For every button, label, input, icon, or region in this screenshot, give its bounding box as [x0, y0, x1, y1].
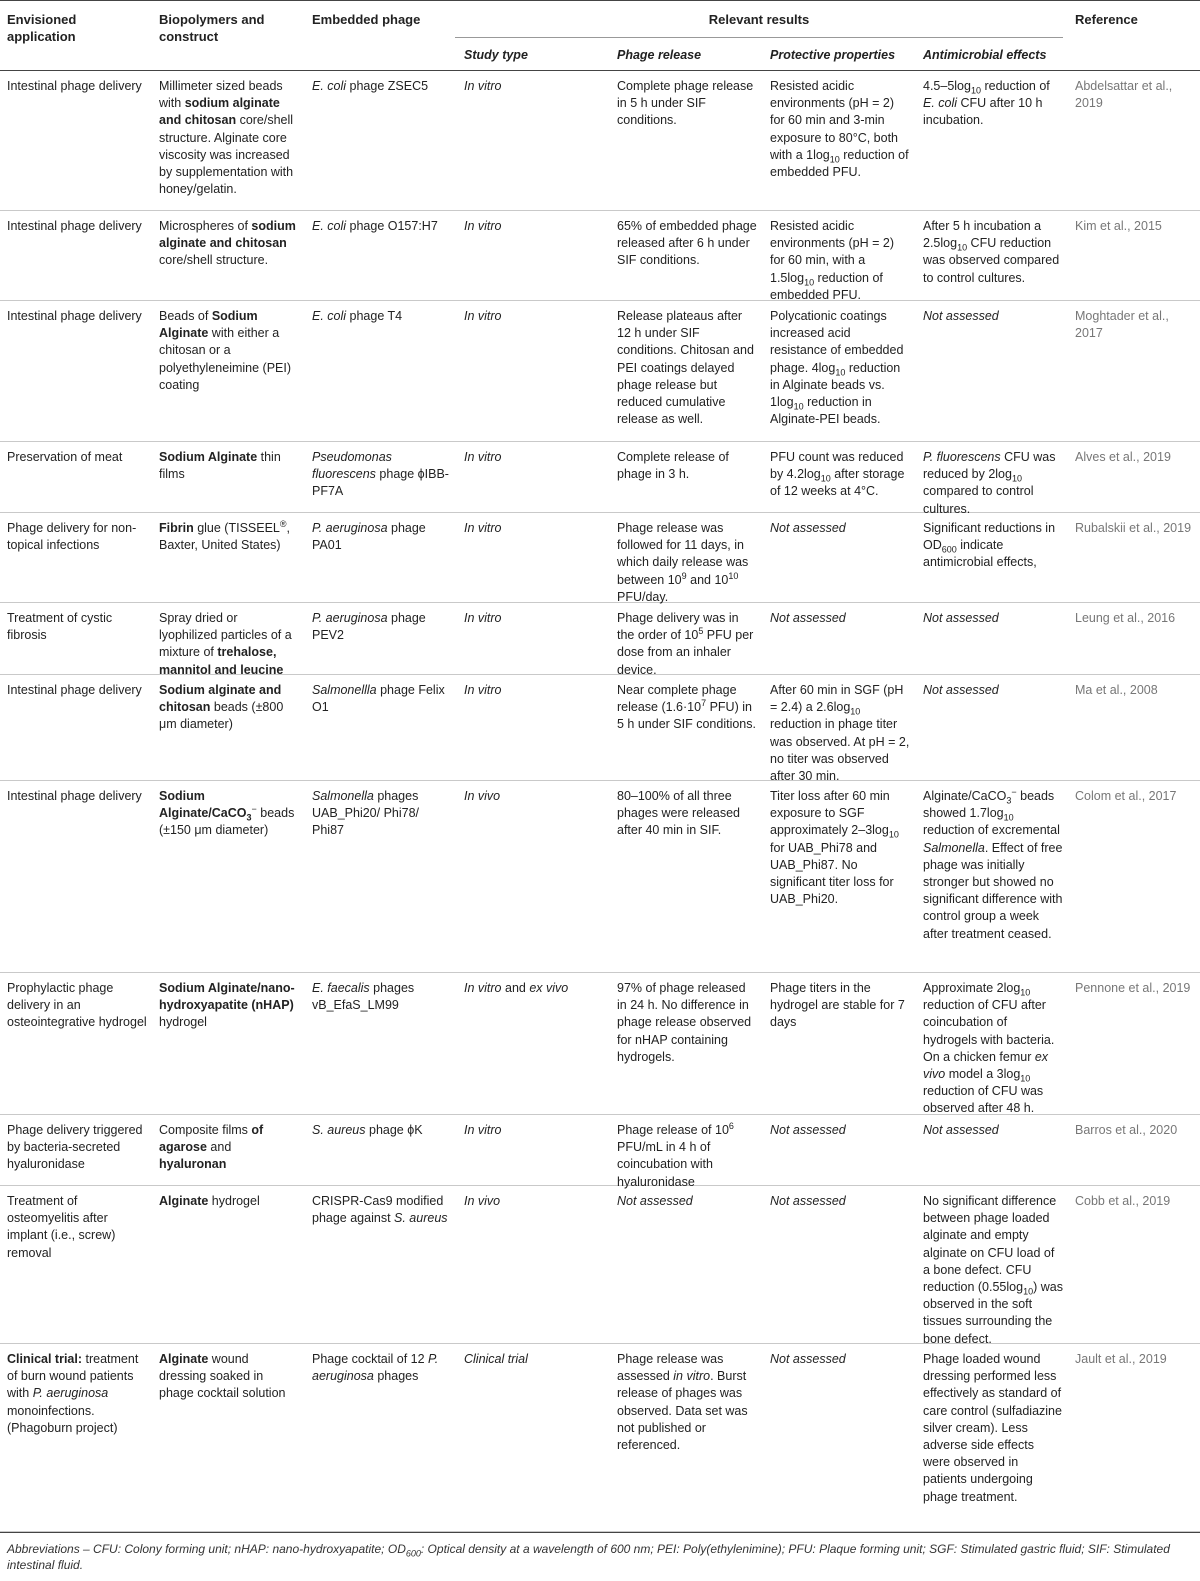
cell-phage: Pseudomonas fluorescens phage ϕIBB-PF7A — [312, 450, 449, 499]
cell-study-type: In vitro — [464, 450, 502, 464]
cell-protective: Not assessed — [770, 1352, 846, 1366]
cell-protective: Polycationic coatings increased acid resistance of embedded phage. $4\log_{10}$ reduction in Alginate beads vs. $1\log_{10}$ reduction in Alginate-PEI beads. — [770, 309, 904, 427]
cell-application: Treatment of cystic fibrosis — [7, 611, 113, 643]
cell-study-type: In vivo — [464, 1194, 501, 1208]
cell-phage: Phage cocktail of 12 P. aeruginosa phages — [312, 1352, 439, 1384]
cell-phage: S. aureus phage ϕK — [312, 1123, 423, 1137]
header-biopolymers: Biopolymers and construct — [159, 12, 265, 44]
table-row — [0, 675, 1200, 784]
table-row — [0, 603, 1200, 675]
cell-phage: E. coli phage O157:H7 — [312, 219, 438, 233]
cell-application: Intestinal phage delivery — [7, 219, 142, 233]
header-phage: Embedded phage — [312, 12, 421, 27]
cell-phage: Salmonellla phage Felix O1 — [312, 683, 445, 715]
cell-antimicrobial: Alginate/CaCO$_3$− beads showed $1.7\log_{10}$ reduction of excremental Salmonella. Effect of free phage was initially stronger but showed no significant difference with control group a week after treatment ceased. — [923, 786, 1063, 941]
table-row — [0, 442, 1200, 516]
header-study-type: Study type — [464, 48, 528, 62]
cell-study-type: In vitro — [464, 1123, 502, 1137]
cell-antimicrobial: Not assessed — [923, 611, 999, 625]
cell-application: Treatment of osteomyelitis after implant (i.e., screw) removal — [7, 1194, 116, 1260]
table-row — [0, 1115, 1200, 1189]
cell-phage-release: Not assessed — [617, 1194, 693, 1208]
header-phage-release: Phage release — [617, 48, 702, 62]
cell-phage: E. coli phage T4 — [312, 309, 403, 323]
cell-phage-release: Release plateaus after 12 h under SIF conditions. Chitosan and PEI coatings delayed phage release but reduced cumulative release as well. — [617, 309, 754, 427]
cell-study-type: In vitro — [464, 309, 502, 323]
cell-antimicrobial: Significant reductions in $OD_{600}$ indicate antimicrobial effects, — [923, 521, 1056, 570]
cell-antimicrobial: Approximate $2\log_{10}$ reduction of CFU after coincubation of hydrogels with bacteria. On a chicken femur ex vivo model a $3\log_{10}$ reduction of CFU was observed after 48 h. — [923, 981, 1055, 1116]
header-antimicrobial-effects: Antimicrobial effects — [923, 48, 1047, 62]
cell-study-type: In vitro — [464, 683, 502, 697]
cell-protective: Resisted acidic environments (pH = 2) for 60 min and 3-min exposure to 80°C, both with a $1\log_{10}$ reduction of embedded PFU. — [770, 79, 909, 180]
cell-reference: Alves et al., 2019 — [1075, 450, 1171, 464]
cell-reference: Rubalskii et al., 2019 — [1075, 521, 1192, 535]
cell-study-type: In vitro — [464, 521, 502, 535]
cell-phage: Salmonella phages UAB_Phi20/ Phi78/ Phi87 — [312, 789, 420, 838]
cell-phage-release: Phage release of $10^6$ PFU/mL in 4 h of coincubation with hyaluronidase — [617, 1120, 734, 1189]
cell-antimicrobial: After 5 h incubation a $2.5\log_{10}$ CFU reduction was observed compared to control cultures. — [923, 219, 1060, 285]
cell-reference: Leung et al., 2016 — [1075, 611, 1176, 625]
cell-study-type: In vitro — [464, 219, 502, 233]
cell-protective: Not assessed — [770, 1194, 846, 1208]
cell-phage: E. faecalis phages vB_EfaS_LM99 — [312, 981, 415, 1013]
cell-protective: Resisted acidic environments (pH = 2) for 60 min, with a $1.5\log_{10}$ reduction of embedded PFU. — [770, 219, 895, 302]
cell-phage-release: Phage delivery was in the order of $10^5$ PFU per dose from an inhaler device. — [617, 611, 754, 677]
cell-antimicrobial: Phage loaded wound dressing performed less effectively as standard of care control (sulfadiazine silver cream). Less adverse side effects were observed in patients undergoing phage treatment. — [923, 1352, 1062, 1504]
cell-reference: Jault et al., 2019 — [1075, 1352, 1167, 1366]
cell-protective: PFU count was reduced by $4.2\log_{10}$ after storage of 12 weeks at 4°C. — [770, 450, 905, 499]
table-row — [0, 513, 1200, 603]
cell-study-type: In vitro — [464, 611, 502, 625]
cell-phage-release: Phage release was assessed in vitro. Burst release of phages was observed. Data set was not published or referenced. — [617, 1352, 748, 1453]
cell-phage: P. aeruginosa phage PEV2 — [312, 611, 426, 643]
cell-reference: Barros et al., 2020 — [1075, 1123, 1178, 1137]
cell-biopolymers: Composite films of agarose and hyaluronan — [159, 1123, 264, 1172]
header-relevant-results: Relevant results — [708, 12, 810, 27]
cell-reference: Colom et al., 2017 — [1075, 789, 1177, 803]
cell-application: Intestinal phage delivery — [7, 309, 142, 323]
cell-biopolymers: Spray dried or lyophilized particles of a mixture of trehalose, mannitol and leucine — [159, 611, 292, 677]
cell-antimicrobial: Not assessed — [923, 1123, 999, 1137]
cell-study-type: Clinical trial — [464, 1352, 528, 1366]
cell-biopolymers: Microspheres of sodium alginate and chitosan core/shell structure. — [159, 219, 296, 268]
cell-protective: Phage titers in the hydrogel are stable for 7 days — [770, 981, 905, 1030]
table-row — [0, 973, 1200, 1115]
cell-biopolymers: Alginate wound dressing soaked in phage cocktail solution — [159, 1352, 286, 1401]
header-application: Envisioned application — [7, 12, 77, 44]
cell-study-type: In vitro — [464, 79, 502, 93]
header-reference: Reference — [1075, 12, 1138, 27]
cell-biopolymers: Sodium Alginate/nano-hydroxyapatite (nHAP) hydrogel — [159, 981, 295, 1030]
cell-biopolymers: Sodium alginate and chitosan beads (±800 μm diameter) — [159, 683, 284, 732]
cell-application: Intestinal phage delivery — [7, 79, 142, 93]
cell-phage-release: Complete release of phage in 3 h. — [617, 450, 729, 482]
cell-application: Phage delivery for non-topical infections — [7, 521, 137, 553]
header-protective-properties: Protective properties — [770, 48, 896, 62]
table-row — [0, 781, 1200, 973]
cell-study-type: In vivo — [464, 789, 501, 803]
table-row — [0, 301, 1200, 442]
cell-protective: Not assessed — [770, 611, 846, 625]
cell-biopolymers: Alginate hydrogel — [159, 1194, 260, 1208]
cell-study-type: In vitro and ex vivo — [464, 981, 569, 995]
cell-biopolymers: Millimeter sized beads with sodium alginate and chitosan core/shell structure. Alginate core viscosity was increased by supplementation with honey/gelatin. — [159, 79, 294, 197]
table-row — [0, 211, 1200, 301]
table-row — [0, 71, 1200, 211]
cell-antimicrobial: Not assessed — [923, 309, 999, 323]
cell-biopolymers: Beads of Sodium Alginate with either a chitosan or a polyethyleneimine (PEI) coating — [159, 309, 292, 392]
cell-phage-release: 65% of embedded phage released after 6 h under SIF conditions. — [617, 219, 757, 268]
cell-antimicrobial: No significant difference between phage loaded alginate and empty alginate on CFU load of a bone defect. CFU reduction $(0.55\log_{10})$ was observed in the soft tissues surrounding the bone defect. — [923, 1194, 1063, 1346]
cell-reference: Ma et al., 2008 — [1075, 683, 1158, 697]
cell-protective: Not assessed — [770, 521, 846, 535]
table-top-rule — [0, 0, 1200, 1]
cell-protective: Titer loss after 60 min exposure to SGF approximately $2-3\log_{10}$ for UAB_Phi78 and UAB_Phi87. No significant titer loss for UAB_Phi20. — [770, 789, 899, 907]
cell-reference: Moghtader et al., 2017 — [1075, 309, 1169, 341]
cell-biopolymers: Fibrin glue (TISSEEL®, Baxter, United States) — [159, 518, 290, 553]
cell-application: Phage delivery triggered by bacteria-secreted hyaluronidase — [7, 1123, 143, 1172]
cell-phage-release: 97% of phage released in 24 h. No difference in phage release observed for nHAP containing hydrogels. — [617, 981, 752, 1064]
cell-reference: Kim et al., 2015 — [1075, 219, 1162, 233]
cell-antimicrobial: Not assessed — [923, 683, 999, 697]
cell-application: Preservation of meat — [7, 450, 123, 464]
cell-application: Prophylactic phage delivery in an osteointegrative hydrogel — [7, 981, 147, 1030]
cell-phage: CRISPR-Cas9 modified phage against S. aureus — [312, 1194, 448, 1226]
table-bottom-rule — [0, 1532, 1200, 1533]
cell-reference: Cobb et al., 2019 — [1075, 1194, 1171, 1208]
cell-application: Intestinal phage delivery — [7, 683, 142, 697]
cell-phage-release: Complete phage release in 5 h under SIF conditions. — [617, 79, 754, 128]
cell-reference: Abdelsattar et al., 2019 — [1075, 79, 1173, 111]
cell-phage-release: Near complete phage release ($1.6\cdot 10^7$ PFU) in 5 h under SIF conditions. — [617, 683, 756, 732]
header-group-rule — [455, 37, 1063, 38]
table-footnote: Abbreviations – CFU: Colony forming unit; nHAP: nano-hydroxyapatite; $OD_{600}$: Optical density at a wavelength of 600 nm; PEI: Poly(ethylenimine); PFU: Plaque forming unit; SGF: Stimulated gastric fluid; SIF: Stimulated intestinal fluid. — [7, 1542, 1170, 1572]
cell-biopolymers: Sodium Alginate/CaCO$_3$− beads (±150 μm diameter) — [159, 789, 295, 838]
table-row — [0, 1344, 1200, 1532]
table-row — [0, 1186, 1200, 1344]
cell-antimicrobial: $4.5-5\log_{10}$ reduction of E. coli CFU after 10 h incubation. — [923, 79, 1050, 128]
cell-phage: E. coli phage ZSEC5 — [312, 79, 429, 93]
cell-phage-release: 80–100% of all three phages were released after 40 min in SIF. — [617, 789, 740, 838]
cell-application: Clinical trial: treatment of burn wound patients with P. aeruginosa monoinfections. (Phagoburn project) — [7, 1352, 139, 1435]
cell-phage: P. aeruginosa phage PA01 — [312, 521, 426, 553]
cell-biopolymers: Sodium Alginate thin films — [159, 450, 281, 482]
cell-protective: Not assessed — [770, 1123, 846, 1137]
cell-protective: After 60 min in SGF (pH = 2.4) a $2.6\log_{10}$ reduction in phage titer was observed. At pH = 2, no titer was observed after 30 min. — [770, 683, 910, 784]
cell-reference: Pennone et al., 2019 — [1075, 981, 1191, 995]
cell-antimicrobial: P. fluorescens CFU was reduced by $2\log_{10}$ compared to control cultures. — [923, 450, 1056, 516]
cell-application: Intestinal phage delivery — [7, 789, 142, 803]
cell-phage-release: Phage release was followed for 11 days, in which daily release was between $10^9$ and $10^{10}$ PFU/day. — [617, 521, 749, 604]
